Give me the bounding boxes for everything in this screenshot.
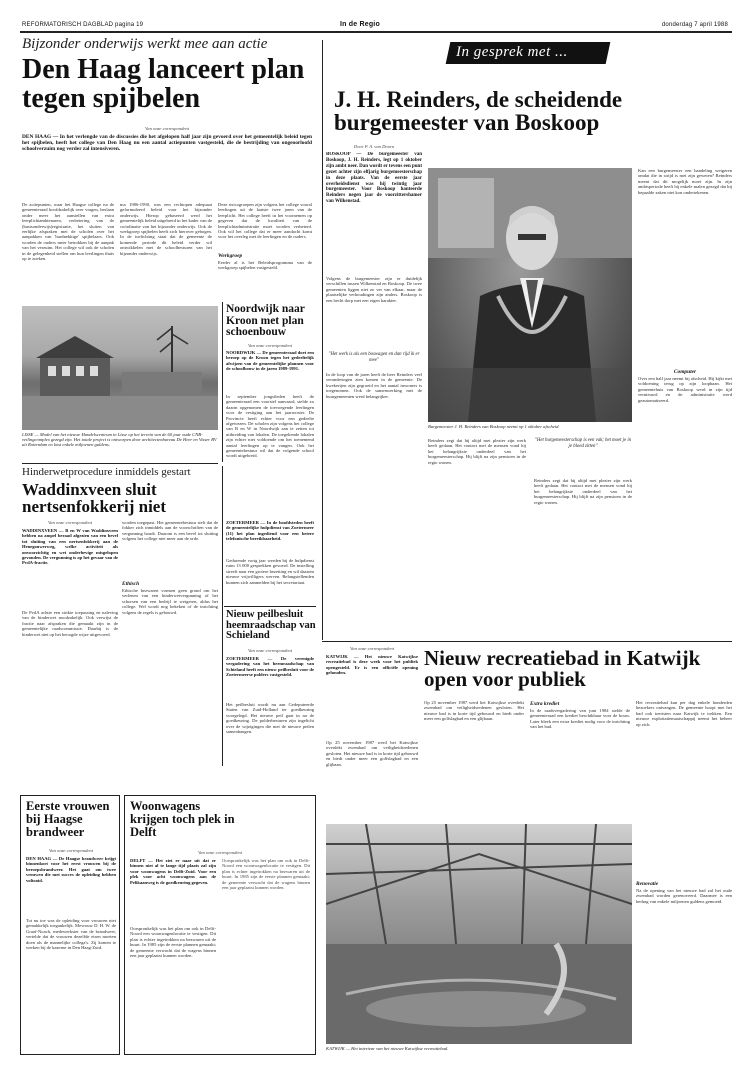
recreatiebad-photo [326,824,632,1044]
article-byline: Van onze correspondent [48,520,92,525]
photo-caption: Burgemeester J. H. Reinders van Boskoop neemt op 1 oktober afscheid. [428,424,560,429]
article-column [122,520,218,680]
pull-quote: "Het burgemeesterschap is een vak; het moet je in je bloed zitten" [534,438,632,449]
lisse-photo [22,306,218,430]
article-headline: Nieuw peilbesluit heemraadschap van Schieland [226,609,316,642]
masthead-center: In de Regio [340,21,380,28]
article-body: Reinders zegt dat hij altijd met plezier zijn werk heeft gedaan. Het contact met de mensen vond hij het belangrijkste onderdeel van het burgemeesterschap. Hij blijft na zijn pensioen in de regio wonen. [428,438,526,465]
article-lead: BOSKOOP — De burgemeester van Boskoop, J. H. Reinders, legt op 1 oktober zijn ambt neer. Dan wordt er tevens een punt gezet achter zijn elfjarig burgemeesterschap in deze plaats. Van de eerste jaar overheidsdienst was hij twintig jaar burgemeester. Voor Boskoop hanteerde Reinders negen jaar de voorzittershamer van Wilkenstad. [326,152,422,205]
lisse-building-illustration [22,306,218,430]
article-lead: NOORDWIJK — De gemeenteraad doet een beroep op de Kroon tegen het gedeeltelijk afwijzen van de gemeentelijke plannen voor de schoolbouw in de jaren 1989-1991. [226,350,314,372]
section-rule [224,606,316,607]
pull-quote: "Het werk is als een boswagen en dan rijd ik er mee" [328,352,420,363]
article-headline: Den Haag lanceert plan tegen spijbelen [22,54,305,114]
article-lead: ZOETERMEER — De verenigde vergadering van het heemraadschap van Schieland heeft een nieuw peilbesluit voor de Zoetermeerse polders vastgesteld. [226,656,314,678]
article-paragraph: Ethische bezwaren vormen geen grond om het verlenen van een hinderwetvergunning of het schorsen van een bedrijf te weigeren, aldus het college. Wel wordt nog bekeken of de inrichting volgens de regels is gebouwd. [122,588,218,615]
article-subhead: Renovatie [636,881,659,887]
article-kicker: Hinderwetprocedure inmiddels gestart [22,466,191,478]
portrait-illustration [428,168,632,422]
article-byline: Van onze correspondent [198,850,242,855]
article-lead: DEN HAAG — De Haagse brandweer krijgt binnenkort voor het eerst vrouwen bij de beroepsbrandweer. Het gaat om twee vrouwen die met succes de opleiding hebben voltooid. [26,856,116,883]
article-byline: Van onze correspondent [350,646,394,651]
article-byline: Van onze correspondent [248,343,292,348]
article-column [218,202,312,298]
reinders-portrait [428,168,632,422]
article-paragraph: Eerder al is het Beleidsprogramma van de werkgroep spijbelen vastgesteld. [218,260,312,271]
column-divider [222,302,223,462]
article-column [530,700,630,820]
article-column [638,168,732,638]
article-paragraph: Na de opening van het nieuwe bad zal het oude zwembad worden gerenoveerd. Daarmee is een bedrag van enkele miljoenen guldens gemoeid. [636,888,732,904]
masthead-left: REFORMATORISCH DAGBLAD pagina 19 [22,22,144,28]
column-divider [322,40,323,640]
article-lead: DEN HAAG — In het verlengde van de discussies die het afgelopen half jaar zijn gevoerd over het gemeentelijk beleid tegen het spijbelen, heeft het college van Den Haag nu een aantal actiepunten vastgesteld, die de bestrijding van ongeoorloofd schoolverzuim nog verder zal intensiveren. [22,134,312,153]
section-rule [322,641,732,642]
article-kicker: Bijzonder onderwijs werkt mee aan actie [22,36,268,52]
article-paragraph: worden toegepast. Het gemeentebestuur stelt dat de fokker zich inmiddels aan de voorschriften van de vergunning houdt. Daarom is een bevel tot sluiting volgens het college niet meer aan de orde. [122,520,218,542]
column-divider [222,466,223,766]
masthead-rule [20,31,732,33]
article-subhead: Computer [673,369,697,375]
article-column [636,700,732,1040]
article-column: De actiepunten, waar het Haagse college na de gemeenteraad hoofdzakelijk over vragen, beslaan onder meer het aanstellen van extra leerplichtambtenaren, verbetering van de (basisonderwijs)registratie, het sluiten van eerlijke afspraken met de scholen over het aanpakken van 'hardnekkige' spijbelaars. Ook worden de ouders meer betrokken bij de aanpak van het verzuim. Het college wil ook de scholen in de gelegenheid stellen om hun leerlingen thuis op te zoeken. [22,202,114,262]
article-headline: Nieuw recreatiebad in Katwijk open voor publiek [424,646,701,692]
article-byline: Door P. A. van Doorn [353,144,395,149]
article-byline: Van onze correspondent [248,648,292,653]
pool-interior-illustration [326,824,632,1044]
article-body: Reinders zegt dat hij altijd met plezier zijn werk heeft gedaan. Het contact met de mensen vond hij het belangrijkste onderdeel van het burgemeesterschap. Hij blijft na zijn pensioen in de regio wonen. [534,478,632,505]
article-subhead: Werkgroep [218,253,243,259]
article-body-continued: Oorspronkelijk was het plan om ook in Delft-Noord een woonwagenlocatie te vestigen. Dit plan is echter ingetrokken na bezwaren uit de buurt. In 1985 zijn de eerste plannen gemaakt; de gemeente verwacht dat de wagens binnen een jaar geplaatst kunnen worden. [222,858,310,891]
article-paragraph: Deze risicogroepen zijn volgens het college vooral leerlingen uit de laatste twee jaren van de leerplicht. Het college heeft in het voornemen op gegeven dat de kwaliteit van de leerplichtadministratie moet worden verbeterd. Ook wil het college dat er meer aandacht komt voor het overleg met de leerlingen en de ouders. [218,202,312,240]
article-body: In de loop van de jaren heeft de heer Reinders veel veranderingen zien komen in de gemeente. De kwekerijen zijn gegroeid en het aantal inwoners is toegenomen. Ook de samenwerking met de buurgemeenten werd belangrijker. [326,372,422,399]
photo-caption: KATWIJK — Het interieur van het nieuwe Katwijkse recreatiebad. [326,1046,449,1051]
article-subhead: Extra krediet [530,701,560,707]
section-rule [22,463,218,464]
article-body: De PvdA achtte een strikte toepassing en naleving van de hinderwet noodzakelijk. Ook verwijst de fractie naar afspraken die gemaakt zijn in de gemeentelijke raadscommissie. Daarbij is de hinderwet niet op het beoogde wijze uitgevoerd. [22,610,118,637]
article-body: Tot nu toe was de opleiding voor vrouwen niet gemakkelijk toegankelijk. Mevrouw D. H. W. de Graaf-Noach, medewerkster van de brandweer, vertelde dat de vrouwen dezelfde eisen moeten doen als de mannelijke collega's. Zij komen te werken bij de kazerne in Den Haag-Zuid. [26,918,116,951]
article-headline: Noordwijk naar Kroon met plan schoenbouw [226,303,305,339]
article-body: Het peilbesluit wordt nu aan Gedeputeerde Staten van Zuid-Holland ter goedkeuring voorgelegd. Het nieuwe peil gaat in na de goedkeuring. De polderbesturen zijn ingelicht over de wijzigingen die met de nieuwe peilen samenhangen. [226,702,314,735]
article-lead: WADDINXVEEN — B en W van Waddinxveen hebben na ampel beraad afgezien van een bevel tot sluiting van een nertsenfokkerij aan de Henegouwerweg, welke activiteit als onvoorzichtig en wet onderhevige misgelopen gevonden. De vergunning is op het gevaar van de PvdA-fractie. [22,528,118,566]
article-paragraph: In de raadsvergadering van juni 1984 stelde de gemeenteraad een krediet beschikbaar voor de bouw. Later bleek een extra krediet nodig voor de inrichting van het bad. [530,708,630,730]
photo-caption: LISSE — Model van het nieuwe Handelscentrum in Lisse op het terrein van de 60 jaar oude CNB-veilingcomplex gezegd zijn. Het totale project is ontworpen door architectenbureau De Heer en Visser BV uit Rotterdam en kost enkele miljoenen guldens. [22,432,217,448]
article-headline: Waddinxveen sluit nertsenfokkerij niet [22,480,167,517]
article-lead: KATWIJK — Het nieuwe Katwijkse recreatiebad is deze week voor het publiek opengesteld. Er is een officiële opening gehouden. [326,654,418,676]
article-headline: Eerste vrouwen bij Haagse brandweer [26,799,110,839]
article-body: Op 25 november 1987 werd het Katwijkse overdekt zwembad om veiligheidsredenen gesloten. Het nieuwe bad is in korte tijd gebouwd en biedt onder meer een golfslagbad en een glijbaan. [326,740,418,767]
article-body: Volgens de burgemeester zijn er duidelijk verschillen tussen Wilkenstad en Boskoop. De twee gemeenten liggen niet zo ver van elkaar, maar de plaatselijke verhoudingen zijn anders. Boskoop is een hecht dorp met een eigen karakter. [326,276,422,303]
article-body: Op 25 november 1987 werd het Katwijkse overdekt zwembad om veiligheidsredenen gesloten. Het nieuwe bad is in korte tijd gebouwd en biedt onder meer een golfslagbad en een glijbaan. [424,700,524,722]
article-body: Oorspronkelijk was het plan om ook in Delft-Noord een woonwagenlocatie te vestigen. Dit plan is echter ingetrokken na bezwaren uit de buurt. In 1985 zijn de eerste plannen gemaakt; de gemeente verwacht dat de wagens binnen een jaar geplaatst kunnen worden. [130,926,216,959]
article-headline: J. H. Reinders, de scheidende burgemeester van Boskoop [334,87,623,136]
article-body: Gedurende vorig jaar werden bij de hulpdienst ruim 13 000 gesprekken gevoerd. De instelling streeft naar een grotere bezetting en wil daarom nieuwe vrijwilligers werven. Belangstellenden kunnen zich aanmelden bij het secretariaat. [226,558,314,585]
article-paragraph: Over een half jaar neemt hij afscheid. Hij kijkt met voldoening terug op zijn loopbaan. Het gemeentehuis van Boskoop werd in zijn tijd vernieuwd en de administratie werd geautomatiseerd. [638,376,732,403]
article-byline: Van onze correspondent [145,126,189,131]
article-body: In september jongstleden heeft de gemeenteraad een voorstel aanvaard, stelde zo daarin opgenomen de toevoegende leerlingen voor de vestiging aan het jaarrooster. De Provincie heeft echter voor een gedeelte afgewezen. De scholen zijn volgens het college van B en W in Noordwijk aan te zetten tot uitbreiding van lokalen. De toegekende lokalen zijn echter niet voldoende om het toenemend aantal leerlingen op te vangen. Ook het gemeentebestuur wil dat de volgende school wordt uitgebreid. [226,394,314,459]
article-lead: DELFT — Het ziet er naar uit dat er binnen niet al te lange tijd plaats zal zijn voor woonwagens in Delft-Zuid. Voor een plek voor acht woonwagens aan de Pelikaanweg is de goedkeuring gegeven. [130,858,216,885]
article-lead: ZOETERMEER — In de hoofdsteden heeft de gemeentelijke hulpdienst van Zoetermeer (11) het plan ingediend voor een betere telefonische bereikbaarheid. [226,520,314,542]
article-headline: Woonwagens krijgen toch plek in Delft [130,799,235,839]
article-column: ma 1986-1990, was een rechtopen adequaat geformuleerd beleid voor het bijzonder onderwijs. Hierop gebaseerd werd het gemeentelijk beleid uitgebreid in het kader van de coördinatie van het bijzonder onderwijs. Ook de werkgroep spijbelen heeft zich hierover gebogen. In de toelichting staat dat de gemeente de komende periode dit beleid verder wil ontwikkelen met de schoolbesturen van het bijzonder onderwijs. [120,202,212,256]
masthead-right: donderdag 7 april 1988 [661,22,728,28]
article-paragraph: Het recreatiebad kan per dag enkele honderden bezoekers ontvangen. De gemeente hoopt met het bad ook toeristen naar Katwijk te trekken. Een nieuwe exploitatiemaatschappij neemt het beheer op zich. [636,700,732,727]
article-subhead: Ethisch [122,581,140,587]
in-gesprek-banner-text: In gesprek met ... [456,44,568,60]
article-paragraph: Kan een burgemeester een handeling weigeren omdat die in strijd is met zijn geweten? Reinders meent dat dit mogelijk moet zijn. In zijn ambtsperiode heeft hij enkele malen gezegd dat hij bepaalde zaken niet kon ondertekenen. [638,168,732,195]
article-byline: Van onze correspondent [49,848,93,853]
